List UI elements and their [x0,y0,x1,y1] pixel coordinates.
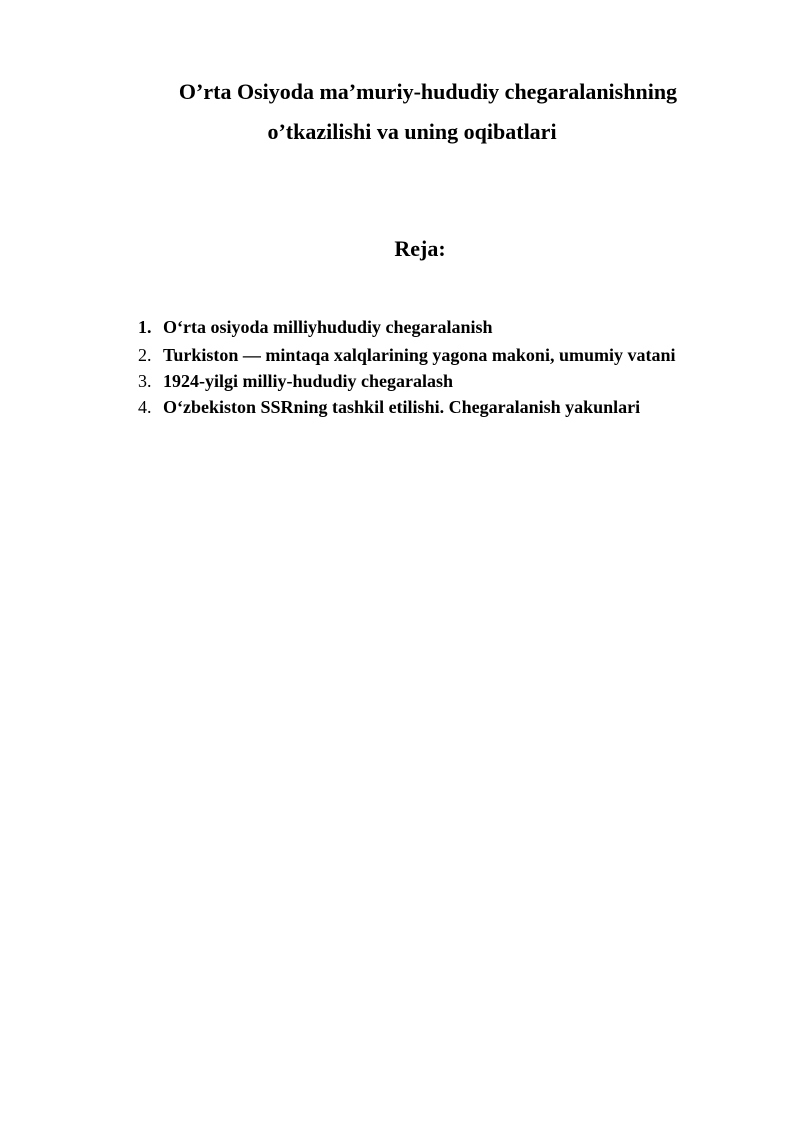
plan-item-text: 1924-yilgi milliy-hududiy chegaralash [163,371,454,391]
plan-list [128,314,724,420]
plan-item-number: 1. [138,317,152,337]
plan-item-number: 3. [138,371,152,391]
document-title-line-2: o’tkazilishi va uning oqibatlari [267,119,557,144]
plan-item-number: 2. [138,345,152,365]
plan-heading: Reja: [394,236,446,261]
plan-item-4 [128,394,724,420]
document-title-line-1: O’rta Osiyoda ma’muriy-hududiy chegaralanishning [178,79,678,104]
plan-item-number: 4. [138,397,152,417]
plan-item-3 [128,368,724,394]
plan-item-text: O‘zbekiston SSRning tashkil etilishi. Chegaralanish yakunlari [163,397,641,417]
plan-item-1 [128,314,724,340]
plan-item-2 [128,342,724,368]
plan-item-text: Turkiston — mintaqa xalqlarining yagona makoni, umumiy vatani [163,345,676,365]
plan-item-text: O‘rta osiyoda milliyhududiy chegaralanish [163,317,493,337]
